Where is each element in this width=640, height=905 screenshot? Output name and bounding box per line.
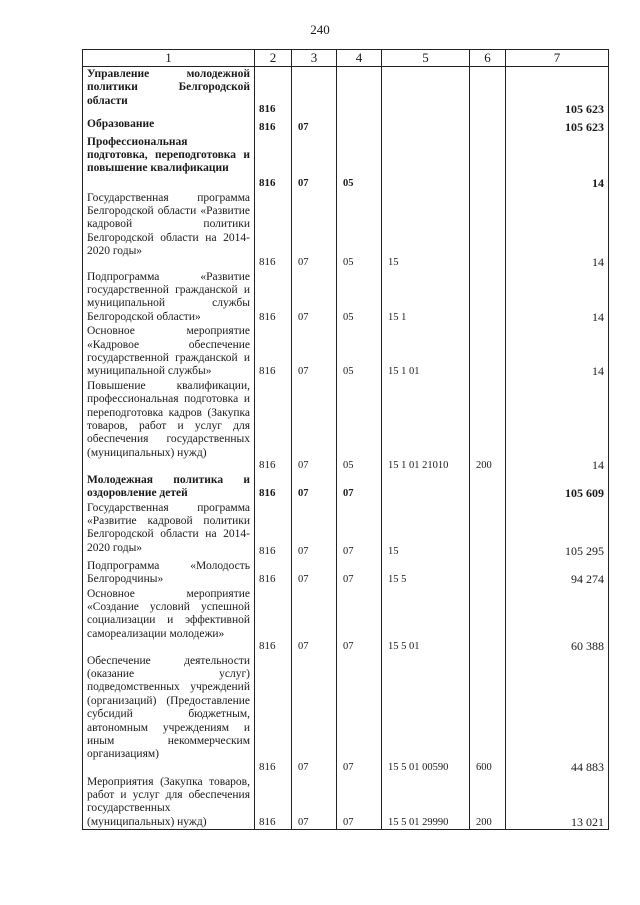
row-amount: 14 <box>506 379 609 473</box>
row-ministry-code: 816 <box>255 135 292 191</box>
row-target-code <box>382 473 470 501</box>
row-section-code: 07 <box>292 654 337 775</box>
row-amount: 94 274 <box>506 559 609 587</box>
row-section-code: 07 <box>292 270 337 325</box>
row-target-code: 15 1 01 21010 <box>382 379 470 473</box>
table-row <box>83 191 609 270</box>
row-subsection-code: 07 <box>337 775 382 830</box>
row-ministry-code: 816 <box>255 587 292 654</box>
row-amount: 14 <box>506 324 609 379</box>
table-row <box>83 117 609 135</box>
column-header-section: 3 <box>292 50 337 67</box>
row-target-code <box>382 67 470 117</box>
table-row <box>83 135 609 191</box>
row-expense-type-code <box>470 270 506 325</box>
row-ministry-code: 816 <box>255 67 292 117</box>
row-expense-type-code <box>470 324 506 379</box>
row-subsection-code: 07 <box>337 654 382 775</box>
row-ministry-code: 816 <box>255 654 292 775</box>
row-name: Государственная программа «Развитие кадровой политики Белгородской области на 2014-2020 годы» <box>83 501 255 559</box>
row-expense-type-code <box>470 67 506 117</box>
column-header-name: 1 <box>83 50 255 67</box>
row-target-code: 15 1 01 <box>382 324 470 379</box>
row-subsection-code: 05 <box>337 191 382 270</box>
row-name: Повышение квалификации, профессиональная подготовка и переподготовка кадров (Закупка товаров, работ и услуг для обеспечения государственных (муниципальных) нужд) <box>83 379 255 473</box>
row-section-code: 07 <box>292 501 337 559</box>
page-number: 240 <box>310 22 330 37</box>
table-row <box>83 559 609 587</box>
row-section-code: 07 <box>292 559 337 587</box>
row-subsection-code: 05 <box>337 379 382 473</box>
column-header-target: 5 <box>382 50 470 67</box>
row-ministry-code: 816 <box>255 270 292 325</box>
row-amount: 14 <box>506 191 609 270</box>
row-amount: 105 623 <box>506 67 609 117</box>
row-ministry-code: 816 <box>255 775 292 830</box>
column-header-amount: 7 <box>506 50 609 67</box>
row-name: Подпрограмма «Молодость Белгородчины» <box>83 559 255 587</box>
row-amount: 14 <box>506 270 609 325</box>
table-row <box>83 654 609 775</box>
row-section-code: 07 <box>292 191 337 270</box>
row-ministry-code: 816 <box>255 501 292 559</box>
row-ministry-code: 816 <box>255 324 292 379</box>
table-row <box>83 379 609 473</box>
row-expense-type-code <box>470 117 506 135</box>
row-section-code <box>292 67 337 117</box>
row-amount: 44 883 <box>506 654 609 775</box>
column-header-expense-type: 6 <box>470 50 506 67</box>
row-expense-type-code <box>470 559 506 587</box>
row-name: Молодежная политика и оздоровление детей <box>83 473 255 501</box>
row-name: Основное мероприятие «Создание условий успешной социализации и эффективной самореализации молодежи» <box>83 587 255 654</box>
row-name: Профессиональная подготовка, переподготовка и повышение квалификации <box>83 135 255 191</box>
table-row <box>83 587 609 654</box>
row-ministry-code: 816 <box>255 559 292 587</box>
row-name: Основное мероприятие «Кадровое обеспечение государственной гражданской и муниципальной службы» <box>83 324 255 379</box>
row-name: Мероприятия (Закупка товаров, работ и услуг для обеспечения государственных (муниципальных) нужд) <box>83 775 255 830</box>
row-name: Обеспечение деятельности (оказание услуг) подведомственных учреждений (организаций) (Предоставление субсидий бюджетным, автономным учреждениям и иным некоммерческим организациям) <box>83 654 255 775</box>
table-row <box>83 67 609 117</box>
row-section-code: 07 <box>292 473 337 501</box>
row-amount: 60 388 <box>506 587 609 654</box>
column-header-ministry: 2 <box>255 50 292 67</box>
row-target-code <box>382 135 470 191</box>
row-target-code <box>382 117 470 135</box>
row-section-code: 07 <box>292 587 337 654</box>
row-ministry-code: 816 <box>255 473 292 501</box>
row-target-code: 15 5 01 29990 <box>382 775 470 830</box>
row-subsection-code: 07 <box>337 473 382 501</box>
row-expense-type-code: 200 <box>470 379 506 473</box>
row-target-code: 15 5 01 <box>382 587 470 654</box>
row-name: Подпрограмма «Развитие государственной гражданской и муниципальной службы Белгородской области» <box>83 270 255 325</box>
row-subsection-code <box>337 67 382 117</box>
row-expense-type-code <box>470 501 506 559</box>
row-target-code: 15 1 <box>382 270 470 325</box>
row-expense-type-code: 200 <box>470 775 506 830</box>
row-ministry-code: 816 <box>255 379 292 473</box>
row-section-code: 07 <box>292 379 337 473</box>
table-row <box>83 324 609 379</box>
row-name: Государственная программа Белгородской области «Развитие кадровой политики Белгородской области на 2014-2020 годы» <box>83 191 255 270</box>
row-target-code: 15 5 <box>382 559 470 587</box>
row-section-code: 07 <box>292 775 337 830</box>
row-ministry-code: 816 <box>255 117 292 135</box>
row-subsection-code: 05 <box>337 324 382 379</box>
row-subsection-code: 07 <box>337 559 382 587</box>
row-section-code: 07 <box>292 135 337 191</box>
row-name: Управление молодежной политики Белгородской области <box>83 67 255 117</box>
row-expense-type-code <box>470 587 506 654</box>
column-header-subsection: 4 <box>337 50 382 67</box>
row-amount: 105 609 <box>506 473 609 501</box>
table-row <box>83 270 609 325</box>
row-subsection-code: 07 <box>337 501 382 559</box>
header-row <box>83 50 609 67</box>
budget-table-body <box>83 67 609 830</box>
table-row <box>83 473 609 501</box>
row-name: Образование <box>83 117 255 135</box>
row-target-code: 15 <box>382 501 470 559</box>
row-section-code: 07 <box>292 324 337 379</box>
row-expense-type-code <box>470 135 506 191</box>
row-expense-type-code <box>470 473 506 501</box>
table-row <box>83 775 609 830</box>
row-amount: 105 623 <box>506 117 609 135</box>
row-amount: 13 021 <box>506 775 609 830</box>
row-target-code: 15 5 01 00590 <box>382 654 470 775</box>
row-subsection-code: 07 <box>337 587 382 654</box>
table-row <box>83 501 609 559</box>
row-subsection-code: 05 <box>337 135 382 191</box>
row-amount: 14 <box>506 135 609 191</box>
row-target-code: 15 <box>382 191 470 270</box>
row-expense-type-code: 600 <box>470 654 506 775</box>
row-subsection-code <box>337 117 382 135</box>
budget-table <box>82 49 609 830</box>
row-ministry-code: 816 <box>255 191 292 270</box>
row-amount: 105 295 <box>506 501 609 559</box>
row-section-code: 07 <box>292 117 337 135</box>
row-expense-type-code <box>470 191 506 270</box>
row-subsection-code: 05 <box>337 270 382 325</box>
